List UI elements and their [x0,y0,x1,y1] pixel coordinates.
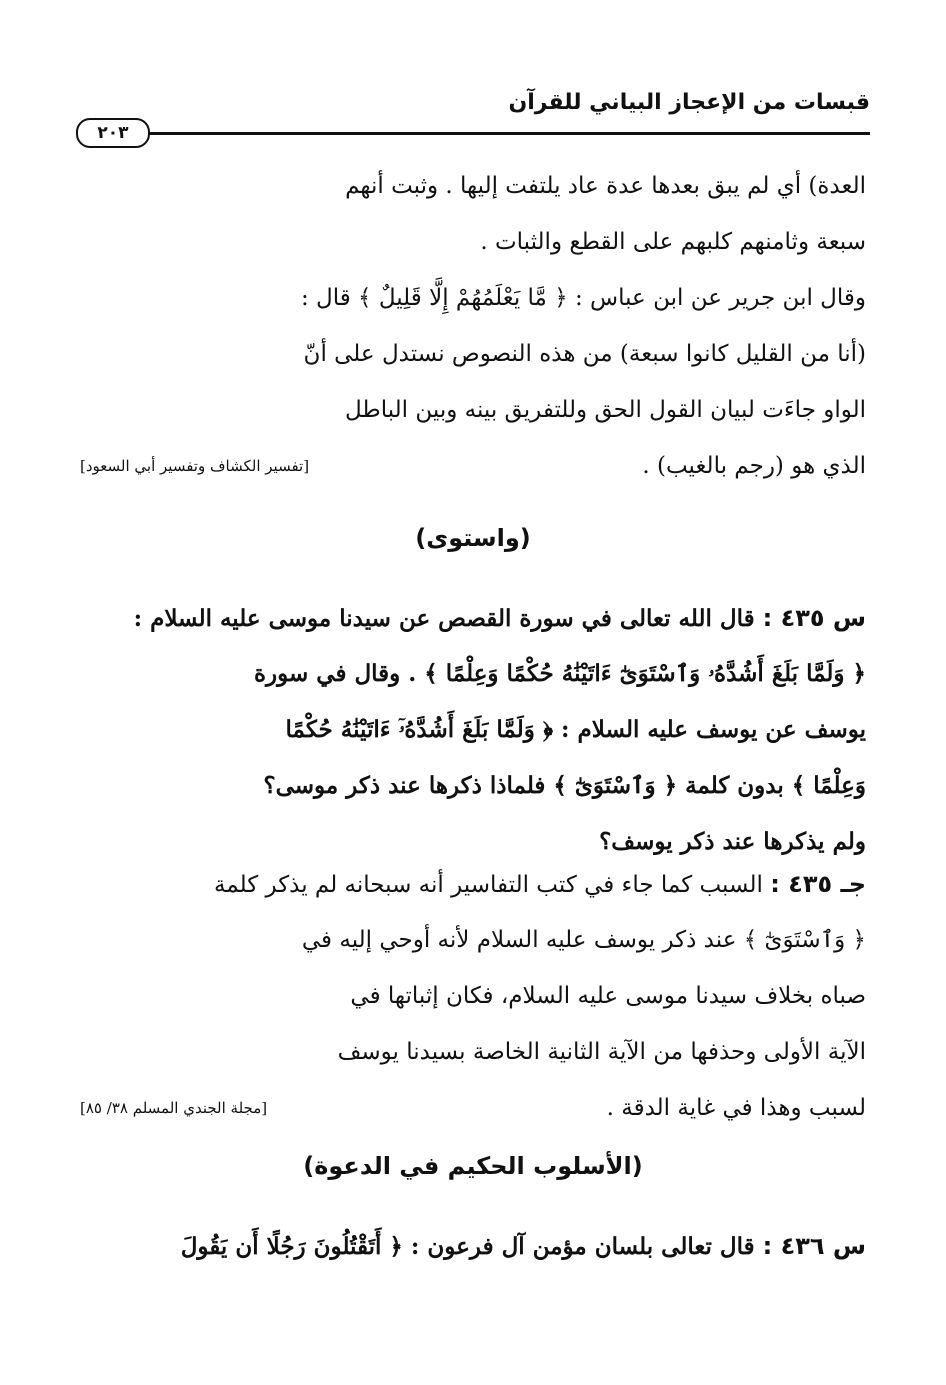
answer-line: صباه بخلاف سيدنا موسى عليه السلام، فكان إثباتها في [350,983,866,1009]
question-line: ولم يذكرها عند ذكر يوسف؟ [599,828,866,855]
paragraph-continuation [80,158,866,494]
source-citation: [مجلة الجندي المسلم ٣٨/ ٨٥] [80,1099,268,1117]
answer-line [80,856,866,912]
text-line-with-citation [80,438,866,494]
question-label: س ٤٣٦ : [762,1232,866,1260]
question-text: قال تعالى بلسان مؤمن آل فرعون : ﴿ أَتَقْتُلُونَ رَجُلًا أَن يَقُولَ [180,1233,755,1260]
running-title: قبسات من الإعجاز البياني للقرآن [508,90,870,115]
text-line: العدة) أي لم يبق بعدها عدة عاد يلتفت إليها . وثبت أنهم [345,173,866,199]
question-line: ﴿ وَلَمَّا بَلَغَ أَشُدَّهُۥ وَٱسْتَوَىٰٓ ءَاتَيْنَٰهُ حُكْمًا وَعِلْمًا ﴾ . وقال في سورة [253,660,866,687]
text-line: سبعة وثامنهم كلبهم على القطع والثبات . [480,229,866,255]
text-line: (أنا من القليل كانوا سبعة) من هذه النصوص نستدل على أنّ [303,341,866,367]
answer-line: ﴿ وَٱسْتَوَىٰٓ ﴾ عند ذكر يوسف عليه السلام لأنه أوحي إليه في [301,927,866,953]
question-label: س ٤٣٥ : [762,604,866,632]
answer-435 [80,856,866,1136]
question-line: يوسف عن يوسف عليه السلام : ﴿ وَلَمَّا بَلَغَ أَشُدَّهُۥٓ ءَاتَيْنَٰهُ حُكْمًا [285,716,866,743]
question-line: وَعِلْمًا ﴾ بدون كلمة ﴿ وَٱسْتَوَىٰٓ ﴾ فلماذا ذكرها عند ذكر موسى؟ [263,772,866,799]
question-line [80,590,866,646]
header-rule [148,132,870,135]
question-text: قال الله تعالى في سورة القصص عن سيدنا موسى عليه السلام : [133,605,755,632]
question-435 [80,590,866,870]
text-line: الواو جاءَت لبيان القول الحق وللتفريق بينه وبين الباطل [344,397,866,423]
answer-line: الآية الأولى وحذفها من الآية الثانية الخاصة بسيدنا يوسف [337,1039,866,1065]
answer-text: لسبب وهذا في غاية الدقة . [606,1095,866,1121]
page-number: ٢٠٣ [76,118,150,148]
section-heading: (الأسلوب الحكيم في الدعوة) [303,1152,643,1180]
source-citation: [تفسير الكشاف وتفسير أبي السعود] [80,457,310,475]
section-heading: (واستوى) [415,524,531,552]
answer-text: السبب كما جاء في كتب التفاسير أنه سبحانه لم يذكر كلمة [214,872,763,898]
question-436 [80,1218,866,1274]
answer-label: جـ ٤٣٥ : [770,870,866,898]
text-line: الذي هو (رجم بالغيب) . [642,453,866,479]
text-line: وقال ابن جرير عن ابن عباس : ﴿ مَّا يَعْلَمُهُمْ إِلَّا قَلِيلٌ ﴾ قال : [300,285,866,311]
answer-line-with-citation [80,1080,866,1136]
question-line [80,1218,866,1274]
